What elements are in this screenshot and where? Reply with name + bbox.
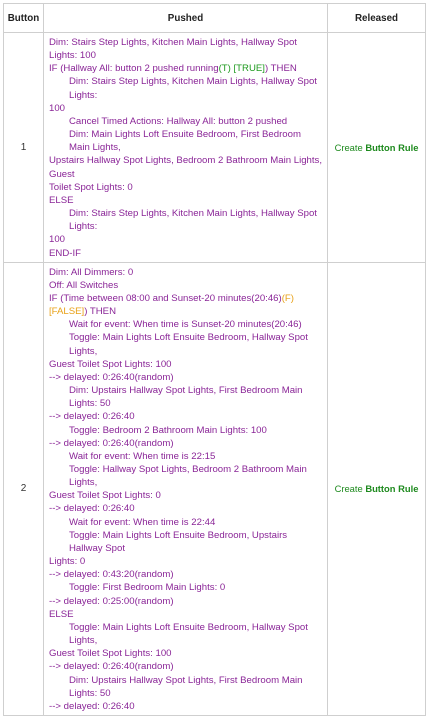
action-text: Dim: Main Lights Loft Ensuite Bedroom, First Bedroom Main Lights, xyxy=(69,129,301,154)
table-header-row xyxy=(4,4,426,33)
action-text: --> delayed: 0:26:40(random) xyxy=(49,661,174,673)
rule-action-line xyxy=(49,128,322,154)
rule-action-line xyxy=(49,437,322,450)
action-text: Dim: Upstairs Hallway Spot Lights, First Bedroom Main Lights: 50 xyxy=(69,674,303,699)
action-text: Wait for event: When time is 22:15 xyxy=(69,450,216,462)
action-text: Upstairs Hallway Spot Lights, Bedroom 2 Bathroom Main Lights, Guest xyxy=(49,155,323,180)
rule-action-line xyxy=(49,292,322,318)
create-button-rule-link[interactable]: Button Rule xyxy=(365,483,419,495)
rule-action-line xyxy=(49,555,322,568)
rule-action-line xyxy=(49,115,322,128)
action-text: Toilet Spot Lights: 0 xyxy=(49,181,133,193)
rule-action-line xyxy=(49,279,322,292)
rule-action-line xyxy=(49,318,322,331)
button-rules-table xyxy=(3,3,426,716)
rule-action-line xyxy=(49,516,322,529)
action-text: IF (Time between 08:00 and Sunset-20 minutes(20:46) xyxy=(49,292,282,304)
rule-action-line xyxy=(49,36,322,62)
rule-action-line xyxy=(49,102,322,115)
rule-action-line xyxy=(49,247,322,260)
released-cell xyxy=(328,262,426,715)
action-text: ) THEN xyxy=(264,63,297,75)
table-row xyxy=(4,262,426,715)
released-cell xyxy=(328,33,426,263)
action-text: --> delayed: 0:43:20(random) xyxy=(49,569,174,581)
action-text: Toggle: Hallway Spot Lights, Bedroom 2 Bathroom Main Lights, xyxy=(69,464,307,489)
rule-action-line xyxy=(49,75,322,101)
action-text: Guest Toilet Spot Lights: 100 xyxy=(49,358,172,370)
action-text: ) THEN xyxy=(84,306,117,318)
action-text: Toggle: First Bedroom Main Lights: 0 xyxy=(69,582,226,594)
rule-action-line xyxy=(49,608,322,621)
action-text: Wait for event: When time is Sunset-20 minutes(20:46) xyxy=(69,319,302,331)
action-text: Toggle: Main Lights Loft Ensuite Bedroom, Hallway Spot Lights, xyxy=(69,332,308,357)
rule-action-line xyxy=(49,194,322,207)
action-text: ELSE xyxy=(49,194,74,206)
rule-action-line xyxy=(49,207,322,233)
rule-action-line xyxy=(49,595,322,608)
header-button: Button xyxy=(4,4,44,33)
pushed-actions xyxy=(44,262,328,715)
action-text: Toggle: Main Lights Loft Ensuite Bedroom, Upstairs Hallway Spot xyxy=(69,529,288,554)
pushed-actions xyxy=(44,33,328,263)
table-row xyxy=(4,33,426,263)
create-button-rule-link[interactable]: Button Rule xyxy=(365,141,419,153)
rule-action-line xyxy=(49,384,322,410)
action-text: --> delayed: 0:26:40 xyxy=(49,411,135,423)
rule-action-line xyxy=(49,450,322,463)
action-text: Dim: Stairs Step Lights, Kitchen Main Lights, Hallway Spot Lights: 100 xyxy=(49,37,297,62)
rule-action-line xyxy=(49,647,322,660)
false-state: (F) [FALSE] xyxy=(49,292,294,318)
rule-action-line xyxy=(49,233,322,246)
action-text: --> delayed: 0:25:00(random) xyxy=(49,595,174,607)
rule-action-line xyxy=(49,568,322,581)
rule-action-line xyxy=(49,62,322,75)
rule-action-line xyxy=(49,266,322,279)
action-text: Toggle: Bedroom 2 Bathroom Main Lights: 100 xyxy=(69,424,267,436)
header-released: Released xyxy=(328,4,426,33)
action-text: Toggle: Main Lights Loft Ensuite Bedroom, Hallway Spot Lights, xyxy=(69,621,308,647)
action-text: --> delayed: 0:26:40(random) xyxy=(49,371,174,383)
action-text: END-IF xyxy=(49,247,81,259)
action-text: IF (Hallway All: button 2 pushed running xyxy=(49,63,219,75)
action-text: Cancel Timed Actions: Hallway All: button 2 pushed xyxy=(69,115,288,127)
action-text: Guest Toilet Spot Lights: 0 xyxy=(49,490,161,502)
rule-action-line xyxy=(49,660,322,673)
create-label: Create xyxy=(334,141,363,153)
create-label: Create xyxy=(334,483,363,495)
rule-action-line xyxy=(49,358,322,371)
button-number: 2 xyxy=(4,262,44,715)
rule-action-line xyxy=(49,529,322,555)
rule-action-line xyxy=(49,581,322,594)
action-text: Wait for event: When time is 22:44 xyxy=(69,516,216,528)
action-text: Dim: Stairs Step Lights, Kitchen Main Lights, Hallway Spot Lights: xyxy=(69,208,317,233)
rule-action-line xyxy=(49,674,322,700)
button-number: 1 xyxy=(4,33,44,263)
action-text: ELSE xyxy=(49,608,74,620)
rule-action-line xyxy=(49,489,322,502)
action-text: Dim: Stairs Step Lights, Kitchen Main Lights, Hallway Spot Lights: xyxy=(69,76,317,101)
action-text: 100 xyxy=(49,234,66,246)
rule-action-line xyxy=(49,371,322,384)
rule-action-line xyxy=(49,331,322,357)
action-text: Lights: 0 xyxy=(49,556,86,568)
rule-action-line xyxy=(49,410,322,423)
rule-action-line xyxy=(49,502,322,515)
rule-action-line xyxy=(49,463,322,489)
rule-action-line xyxy=(49,181,322,194)
rule-action-line xyxy=(49,700,322,713)
action-text: Off: All Switches xyxy=(49,279,119,291)
header-pushed: Pushed xyxy=(44,4,328,33)
rule-action-line xyxy=(49,621,322,647)
action-text: --> delayed: 0:26:40 xyxy=(49,700,135,712)
action-text: Dim: Upstairs Hallway Spot Lights, First Bedroom Main Lights: 50 xyxy=(69,385,303,410)
action-text: --> delayed: 0:26:40(random) xyxy=(49,437,174,449)
true-state: (T) [TRUE] xyxy=(218,63,265,75)
action-text: Dim: All Dimmers: 0 xyxy=(49,266,134,278)
rule-action-line xyxy=(49,154,322,180)
action-text: Guest Toilet Spot Lights: 100 xyxy=(49,648,172,660)
rule-action-line xyxy=(49,424,322,437)
action-text: 100 xyxy=(49,102,66,114)
action-text: --> delayed: 0:26:40 xyxy=(49,503,135,515)
